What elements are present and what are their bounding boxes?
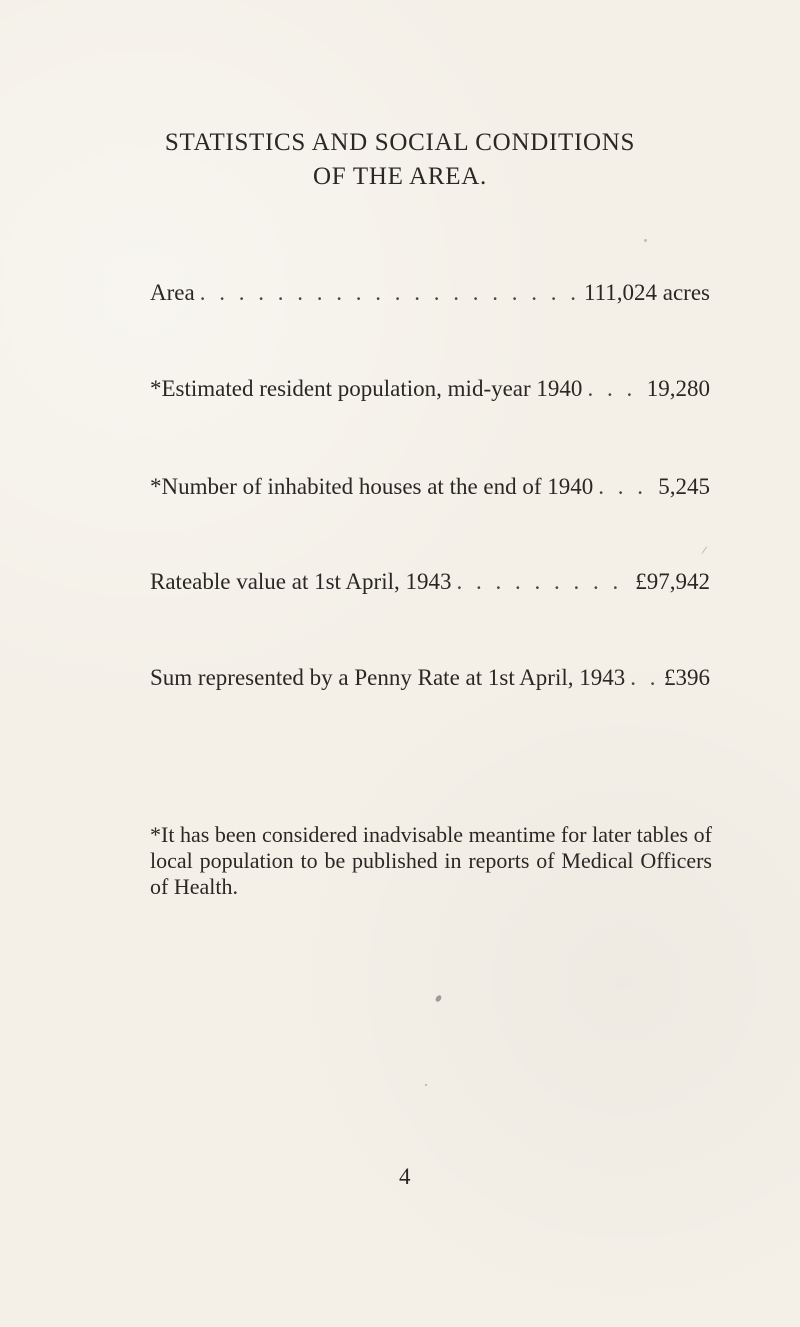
paper-speck [701,546,708,555]
document-title-line-2: OF THE AREA. [313,162,487,190]
population-row [150,377,710,411]
rateable-value-amount: £97,942 [635,569,710,594]
area-row [150,281,710,315]
rateable-value-leader-dots [456,570,630,593]
population-leader-dots [587,377,641,400]
inhabited-houses-leader-dots [598,475,653,498]
area-label: Area [150,280,195,305]
penny-rate-amount: £396 [664,665,710,690]
document-title-line-1: STATISTICS AND SOCIAL CONDITIONS [164,128,636,156]
paper-speck [425,1084,427,1086]
paper-speck [644,239,647,242]
rateable-value-row [150,570,710,604]
inhabited-houses-row [150,475,710,509]
penny-rate-leader-dots [630,666,659,689]
population-label: *Estimated resident population, mid-year 1940 [150,376,583,401]
rateable-value-label: Rateable value at 1st April, 1943 [150,569,452,594]
penny-rate-row [150,666,710,700]
paper-speck [434,994,442,1003]
area-leader-dots [200,281,579,304]
page-number: 4 [399,1164,411,1189]
penny-rate-label: Sum represented by a Penny Rate at 1st April, 1943 [150,665,626,690]
population-value: 19,280 [646,376,710,401]
area-value: 111,024 acres [583,280,710,305]
inhabited-houses-value: 5,245 [658,474,710,499]
population-footnote: *It has been considered inadvisable meantime for later tables of local population to be published in reports of Medical Officers of Health. [150,822,712,899]
inhabited-houses-label: *Number of inhabited houses at the end of 1940 [150,474,594,499]
